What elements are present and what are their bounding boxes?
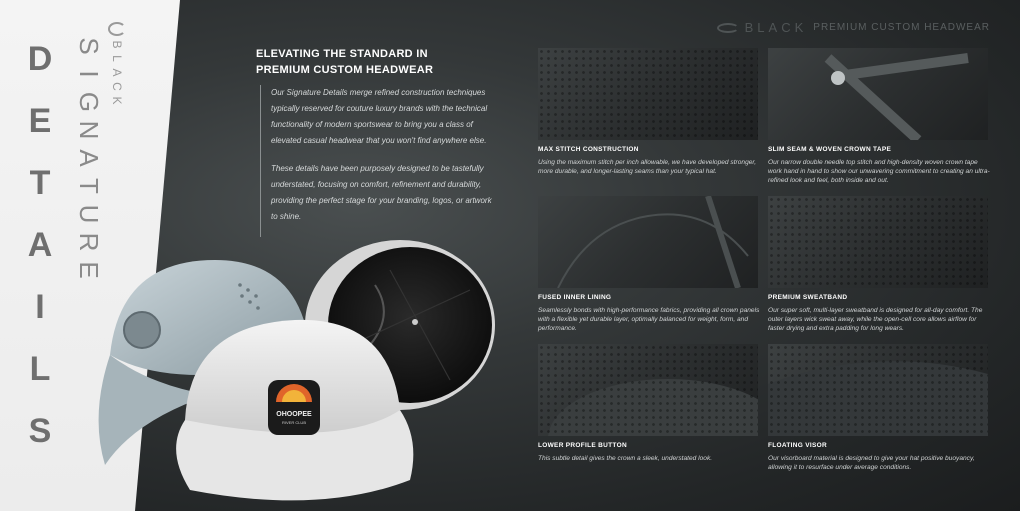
feature-photo (768, 48, 988, 140)
brand-letter: L (110, 55, 124, 63)
feature-title: MAX STITCH CONSTRUCTION (538, 146, 639, 153)
feature-description: Using the maximum stitch per inch allowable, we have developed stronger, more durable, and longer-lasting seams than your typical hat. (538, 159, 757, 175)
feature-description: Our visorboard material is designed to give your hat positive buoyancy, allowing it to resurface under average conditions. (768, 455, 975, 471)
header-brand (717, 20, 990, 35)
feature-description: Our super soft, multi-layer sweatband is designed for all-day comfort. The outer layers wick sweat away, while the open-cell core allows airflow for faster drying and extra padding for long wears. (768, 307, 983, 332)
intro-body (260, 85, 500, 237)
feature-photo (538, 344, 758, 436)
details-letter: I (35, 288, 45, 326)
feature-description: This subtle detail gives the crown a sleek, understated look. (538, 455, 713, 462)
signature-letter: R (74, 232, 104, 252)
feature-card (538, 48, 763, 176)
feature-photo (768, 344, 988, 436)
feature-title: FUSED INNER LINING (538, 294, 612, 301)
hats-illustration (90, 230, 510, 510)
feature-photo (538, 48, 758, 140)
feature-title: LOWER PROFILE BUTTON (538, 442, 627, 449)
signature-letter: E (74, 261, 104, 279)
intro-paragraph: These details have been purposely designed to be tastefully understated, focusing on comfort, refinement and durability, providing the perfect stage for your branding, logos, or artwork to shine. (271, 164, 492, 221)
feature-title: PREMIUM SWEATBAND (768, 294, 848, 301)
feature-description: Seamlessly bonds with high-performance fabrics, providing all crown panels with a flexible yet durable layer, optimally balanced for weight, form, and performance. (538, 307, 760, 332)
brand-logo-icon (717, 23, 739, 33)
feature-photo (768, 196, 988, 288)
feature-card (768, 48, 993, 185)
brand-letter: K (110, 96, 124, 106)
signature-letter: N (74, 120, 104, 140)
details-letter: E (28, 102, 52, 140)
intro-paragraph: Our Signature Details merge refined construction techniques typically reserved for couture luxury brands with the technical functionality of modern sportswear to bring you a class of elevated casual headwear that you won't find anywhere else. (271, 88, 488, 145)
signature-letter: S (74, 37, 104, 55)
crown-tape-detail (768, 48, 988, 140)
feature-description: Our narrow double needle top stitch and high-density woven crown tape work hand in hand to show our unwavering commitment to creating an ultra-refined look and feel, both inside and out. (768, 159, 990, 184)
signature-letter: G (74, 91, 104, 113)
inner-lining-detail (538, 196, 758, 288)
intro-heading-line1: ELEVATING THE STANDARD IN (256, 48, 428, 60)
patch-line2: RIVER CLUB (281, 420, 307, 425)
details-letter: D (27, 40, 53, 78)
vertical-word-details (20, 28, 60, 462)
signature-letter: T (74, 178, 104, 194)
intro-heading (256, 46, 506, 78)
details-letter: T (29, 164, 51, 202)
feature-card (538, 344, 763, 463)
brand-name: BLACK (744, 20, 808, 35)
signature-letter: A (74, 149, 104, 167)
details-letter: L (29, 350, 51, 388)
patch-line1: OHOOPEE (276, 411, 312, 418)
signature-letter: I (74, 70, 104, 78)
feature-card (768, 344, 993, 472)
feature-card (538, 196, 763, 333)
feature-title: SLIM SEAM & WOVEN CROWN TAPE (768, 146, 892, 153)
brand-letter: A (110, 68, 124, 78)
feature-title: FLOATING VISOR (768, 442, 827, 449)
brand-tagline: PREMIUM CUSTOM HEADWEAR (813, 22, 990, 33)
feature-photo (538, 196, 758, 288)
details-letter: S (28, 412, 52, 450)
brand-letter: B (110, 40, 124, 50)
signature-letter: U (74, 204, 104, 224)
details-letter: A (27, 226, 53, 264)
vertical-brand-word (106, 38, 128, 108)
feature-card (768, 196, 993, 333)
intro-heading-line2: PREMIUM CUSTOM HEADWEAR (256, 64, 434, 76)
brand-letter: C (110, 82, 124, 92)
